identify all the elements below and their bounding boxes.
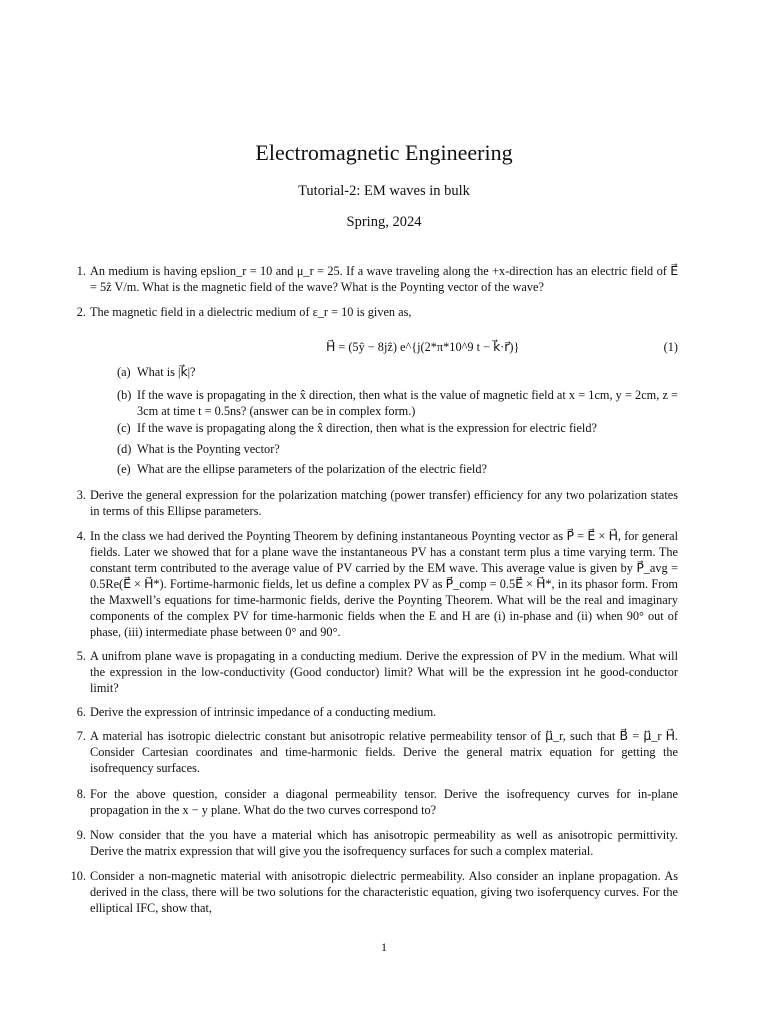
- question-text: Derive the expression of intrinsic impedance of a conducting medium.: [90, 705, 437, 719]
- subquestion-text: What is |k⃗|?: [137, 365, 196, 379]
- question-text: Now consider that the you have a material which has anisotropic permeability as well as anisotropic permittivity. Derive the matrix expression that will give you the isofrequency surfaces for such a complex material.: [90, 828, 678, 858]
- question-3: [76, 487, 678, 519]
- question-text: For the above question, consider a diagonal permeability tensor. Derive the isofrequency curves for in-plane propagation in the x − y plane. What do the two curves correspond to?: [90, 787, 678, 817]
- question-9: [76, 827, 678, 859]
- question-6: [76, 704, 678, 720]
- subquestion-c: [117, 420, 678, 436]
- question-number: 9.: [76, 828, 86, 842]
- subquestion-text: If the wave is propagating in the x̂ direction, then what is the value of magnetic field at x = 1cm, y = 2cm, z = 3cm at time t = 0.5ns? (answer can be in complex form.): [137, 388, 678, 418]
- subquestion-text: What is the Poynting vector?: [137, 442, 280, 456]
- subquestion-label: (d): [117, 442, 132, 456]
- question-7: [76, 728, 678, 776]
- question-number: 2.: [76, 305, 86, 319]
- subquestion-label: (c): [117, 421, 131, 435]
- question-2: [76, 304, 678, 320]
- subquestion-label: (e): [117, 462, 131, 476]
- question-text: An medium is having epslion_r = 10 and μ_r = 25. If a wave traveling along the +x-direction has an electric field of E⃗ = 5ẑ V/m. What is the magnetic field of the wave? What is the Poynting vector of the wave?: [90, 264, 678, 294]
- subquestion-label: (a): [117, 365, 131, 379]
- question-text: The magnetic field in a dielectric medium of ε_r = 10 is given as,: [90, 305, 412, 319]
- question-text: Derive the general expression for the polarization matching (power transfer) efficiency for any two polarization states in terms of this Ellipse parameters.: [90, 488, 678, 518]
- question-number: 3.: [76, 488, 86, 502]
- question-number: 8.: [76, 787, 86, 801]
- question-1: [76, 263, 678, 295]
- question-number: 10.: [70, 869, 86, 883]
- question-number: 4.: [76, 529, 86, 543]
- page-subtitle: Tutorial-2: EM waves in bulk: [298, 183, 470, 199]
- question-text: A material has isotropic dielectric constant but anisotropic relative permeability tensor of μ⃡_r, such that B⃗ = μ⃡_r H⃗. Consider Cartesian coordinates and time-harmonic fields. Derive the general matrix equation for getting the isofrequency surfaces.: [90, 729, 678, 775]
- subquestion-text: What are the ellipse parameters of the polarization of the electric field?: [137, 462, 487, 476]
- subquestion-b: [117, 387, 678, 419]
- question-number: 1.: [76, 264, 86, 278]
- subquestion-label: (b): [117, 388, 132, 402]
- page-date: Spring, 2024: [346, 214, 422, 230]
- question-number: 6.: [76, 705, 86, 719]
- question-number: 5.: [76, 649, 86, 663]
- subquestion-a: [117, 364, 678, 380]
- page-number: 1: [381, 940, 387, 954]
- question-text: A unifrom plane wave is propagating in a conducting medium. Derive the expression of PV in the medium. What will the expression in the low-conductivity (Good conductor) limit? What will be the expression int he good-conductor limit?: [90, 649, 678, 695]
- equation-expression: H⃗ = (5ŷ − 8jẑ) e^{j(2*π*10^9 t − k⃗·r⃗)}: [326, 340, 520, 354]
- question-10: [70, 868, 678, 916]
- question-8: [76, 786, 678, 818]
- subquestion-e: [117, 461, 678, 477]
- page-title: Electromagnetic Engineering: [255, 140, 513, 165]
- question-text: In the class we had derived the Poynting Theorem by defining instantaneous Poynting vector as P⃗ = E⃗ × H⃗, for general fields. Later we showed that for a plane wave the instantaneous PV has a constant term plus a time varying term. The constant term contributed to the average value of PV carried by the EM wave. This average value is given by P⃗_avg = 0.5Re(E⃗ × H⃗*). Fortime-harmonic fields, let us define a complex PV as P⃗_comp = 0.5E⃗ × H⃗*, in its phasor form. From the Maxwell’s equations for time-harmonic fields, derive the Poynting Theorem. What will be the real and imaginary components of the complex PV for time-harmonic fields when the E and H are (i) in-phase and (ii) when 90° out of phase, (iii) intermediate phase between 0° and 90°.: [90, 529, 678, 639]
- question-5: [76, 648, 678, 696]
- equation-number: (1): [663, 340, 678, 354]
- question-number: 7.: [76, 729, 86, 743]
- subquestion-d: [117, 441, 678, 457]
- question-4: [76, 528, 678, 640]
- subquestion-text: If the wave is propagating along the x̂ direction, then what is the expression for electric field?: [137, 421, 597, 435]
- question-text: Consider a non-magnetic material with anisotropic dielectric permeability. Also consider an inplane propagation. As derived in the class, there will be two solutions for the characteristic equation, giving two isoferquency curves. For the elliptical IFC, show that,: [90, 869, 678, 915]
